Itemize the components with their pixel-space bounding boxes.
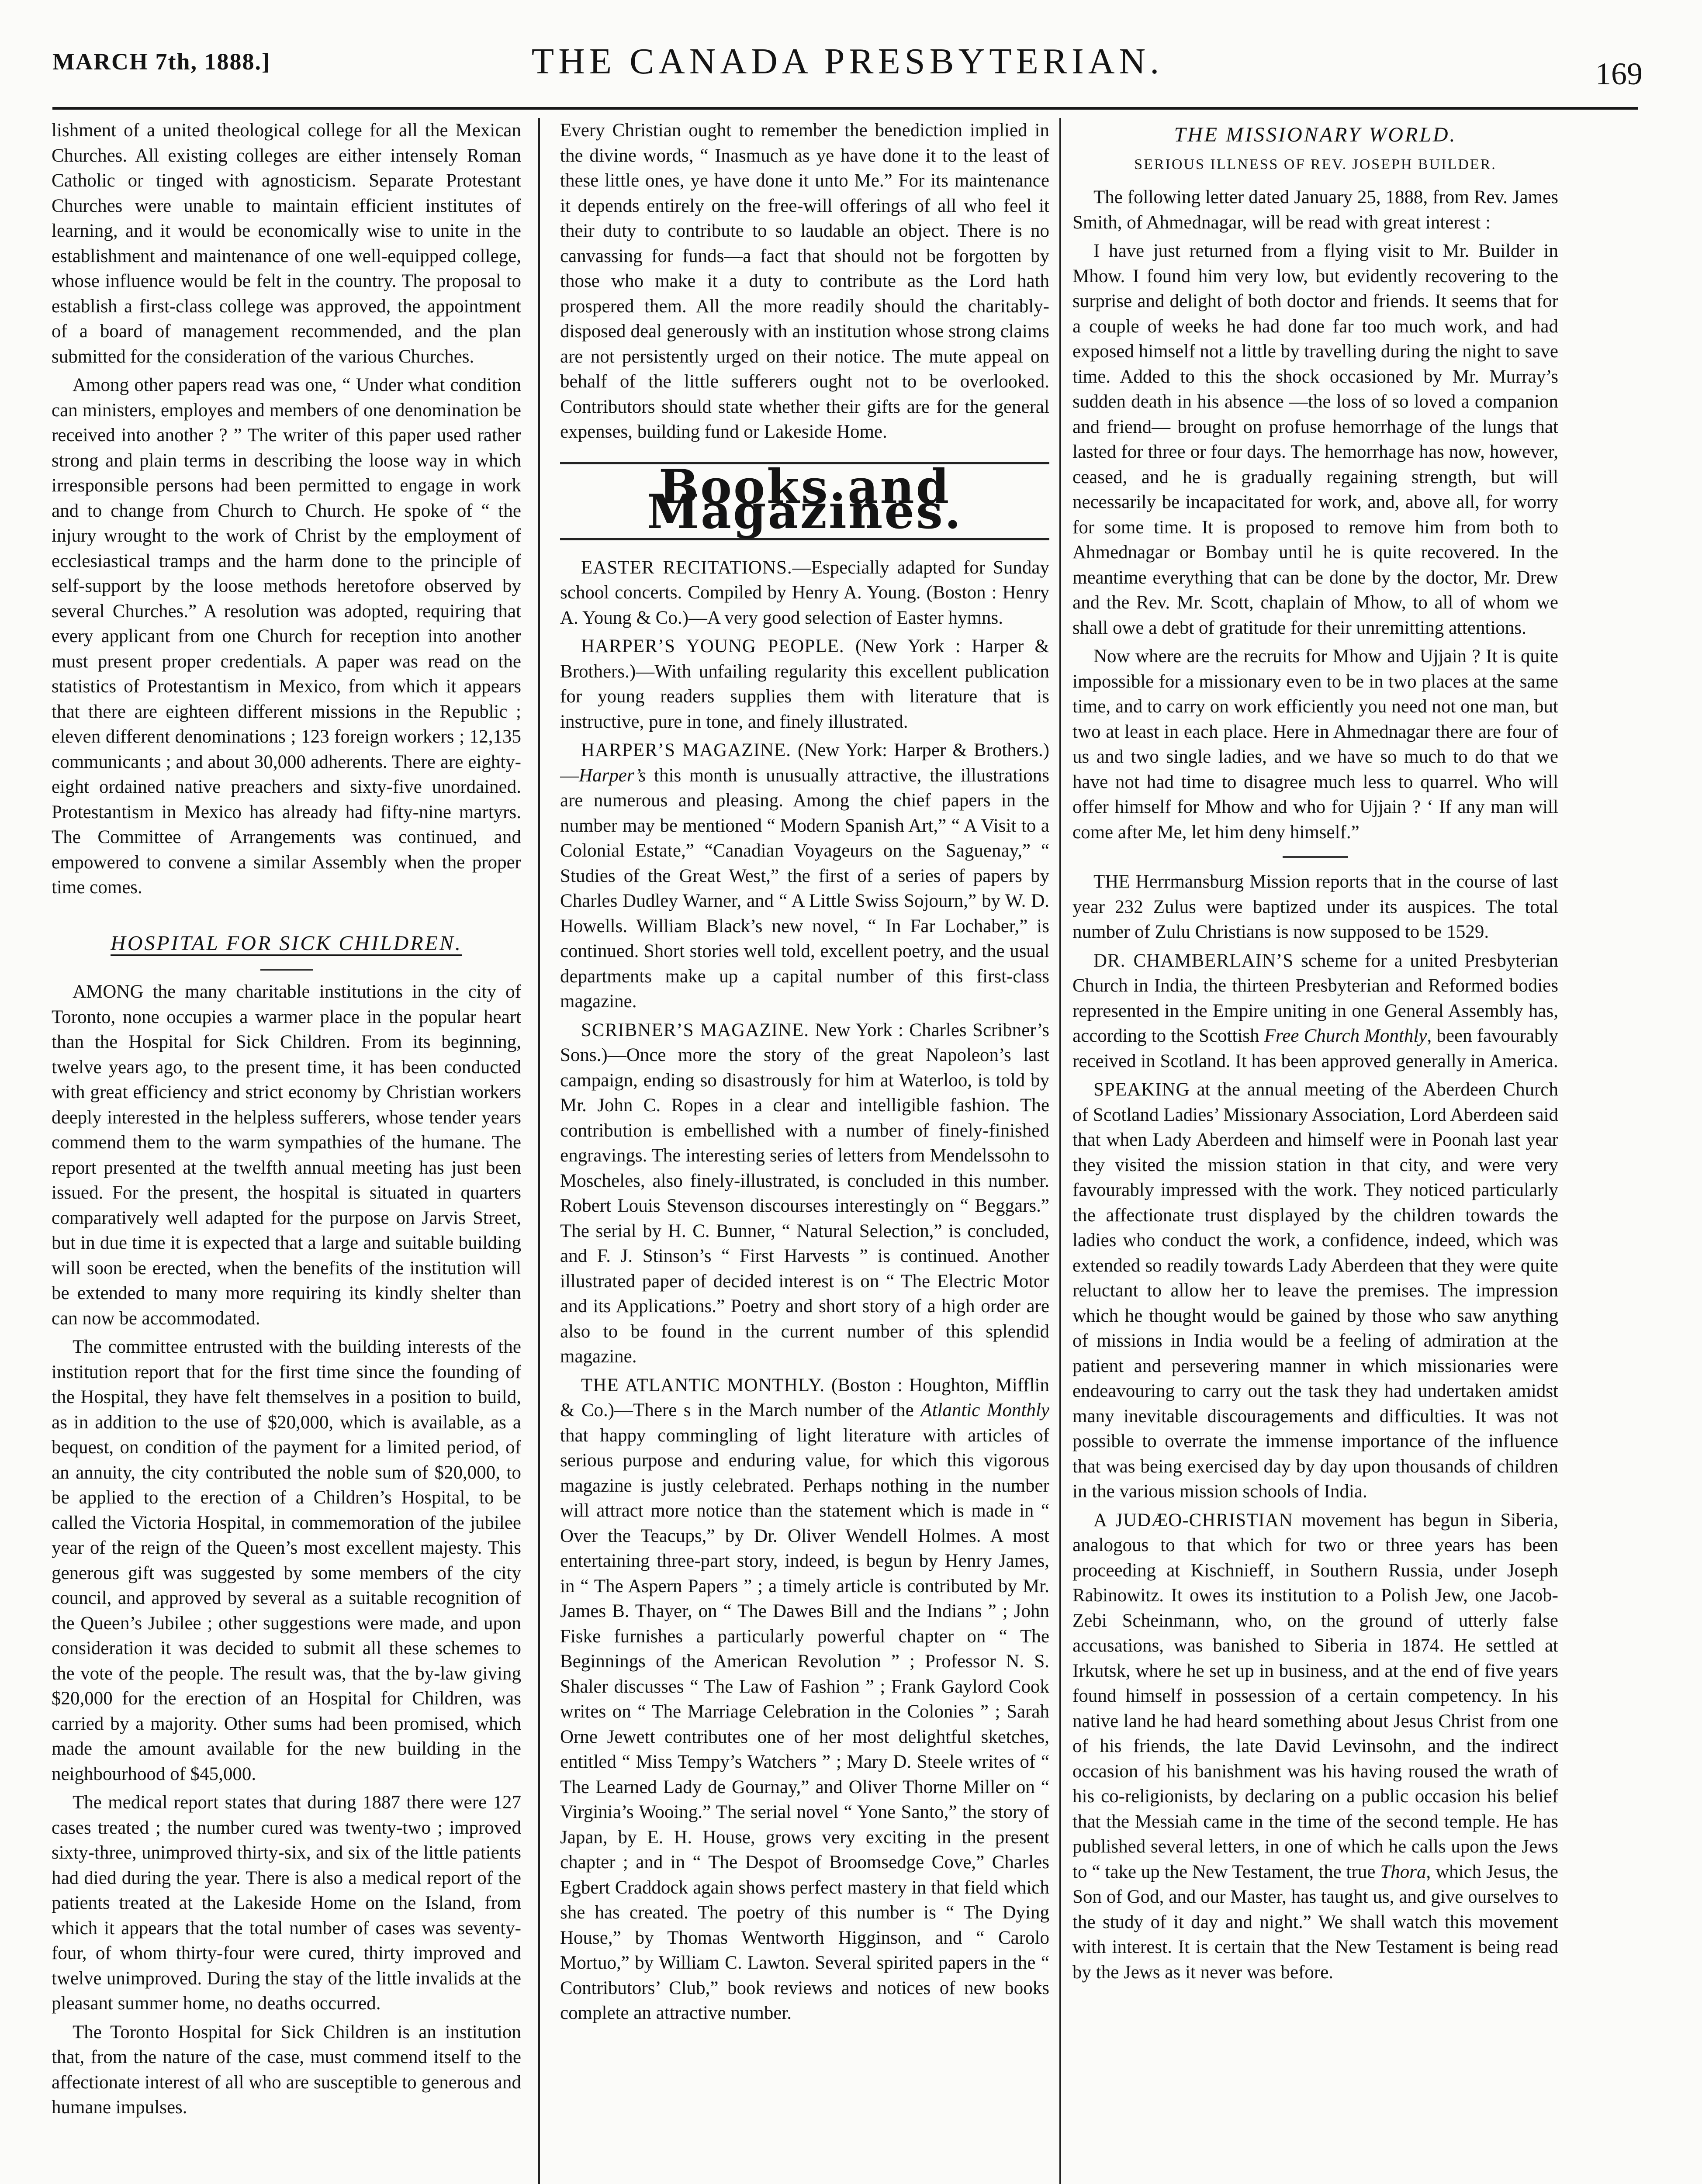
review-text: this month is unusually attractive, the illustrations are numerous and pleasing. Among the chief papers in the number may be mentioned “ Modern Spanish Art,” “ A Visit to a Colonial Estate,” “Canadian Voyageurs on the Saguenay,” “ Studies of the Great West,” the first of a series of papers by Charles Dudley Warner, and “ A Little Swiss Sojourn,” by W. D. Howells. William Black’s new novel, “ In Far Lochaber,” is continued. Short stories well told, excellent poetry, and the usual departments make up a capital number of this first-class magazine.: [560, 765, 1049, 1012]
review-text: (New York: Harper & Brothers.)—: [560, 740, 1049, 786]
review-text: —Especially adapted for Sunday school concerts. Compiled by Henry A. Young. (Boston : Henry A. Young & Co.)—A very good selection of Easter hymns.: [560, 557, 1049, 628]
review-title: HARPER’S YOUNG PEOPLE.: [581, 636, 844, 657]
issue-date: MARCH 7th, 1888.]: [52, 48, 270, 75]
paragraph: Now where are the recruits for Mhow and Ujjain ? It is quite impossible for a missionary even to be in two places at the same time, and to carry on work efficiently you need not one man, but two at least in each place. Here in Ahmednagar there are four of us and two single ladies, and we have so much to do that we have not had time to disagree much less to quarrel. Who will offer himself for Mhow and who for Ujjain ? ‘ If any man will come after Me, let him deny himself.”: [1072, 646, 1558, 843]
lead-word: SPEAKING: [1093, 1079, 1190, 1100]
paragraph: Among other papers read was one, “ Under what condition can ministers, employes and members of one denomination be received into another ? ” The writer of this paper used rather strong and plain terms in describing the loose way in which irresponsible persons had been permitted to engage in work and to change from Church to Church. He spoke of “ the injury wrought to the work of Christ by the employment of ecclesiastical tramps and the harm done to the principle of self-support by the loose methods heretofore observed by several Churches.” A resolution was adopted, requiring that every applicant from one Church for reception into another must present proper credentials. A paper was read on the statistics of Protestantism in Mexico, from which it appears that there are eighteen different missions in the Republic ; eleven different denominations ; 123 foreign workers ; 12,135 communicants ; and about 30,000 adherents. There are eighty-eight ordained native preachers and sixty-five unordained. Protestantism in Mexico has already had fifty-nine martyrs. The Committee of Arrangements was continued, and empowered to convene a similar Assembly when the proper time comes.: [52, 375, 521, 898]
review-text: that happy commingling of light literature with articles of serious purpose and enduring value, for which this vigorous magazine is justly celebrated. Perhaps nothing in the number will attract more notice than the statement which is made in “ Over the Teacups,” by Dr. Oliver Wendell Holmes. A most entertaining three-part story, indeed, is begun by Henry James, in “ The Aspern Papers ” ; a timely article is contributed by Mr. James B. Thayer, on “ The Dawes Bill and the Indians ” ; John Fiske furnishes a particularly powerful chapter on “ The Beginnings of the American Revolution ” ; Professor N. S. Shaler discusses “ The Law of Fashion ” ; Frank Gaylord Cook writes on “ The Marriage Celebration in the Colonies ” ; Sarah Orne Jewett contributes one of her most delightful sketches, entitled “ Miss Tempy’s Watchers ” ; Mary D. Steele writes of “ The Learned Lady de Gournay,” and Oliver Thorne Miller on “ Virginia’s Wooing.” The serial novel “ Yone Santo,” the story of Japan, by E. H. House, grows very exciting in the present chapter ; and in “ The Despot of Broomsedge Cove,” Charles Egbert Craddock again shows perfect mastery in that field which she has created. The poetry of this number is “ The Dying House,” by Thomas Wentworth Higginson, and “ Carolo Mortuo,” by William C. Lawton. Several spirited papers in the “ Contributors’ Club,” book reviews and notices of new books complete an attractive number.: [560, 1425, 1049, 2023]
paragraph: THE Herrmansburg Mission reports that in the course of last year 232 Zulus were baptized under its auspices. The total number of Zulu Christians is now supposed to be 1529.: [1072, 871, 1558, 942]
article-heading: HOSPITAL FOR SICK CHILDREN.: [111, 931, 462, 955]
column-divider: [538, 118, 540, 2184]
header-rule: [52, 107, 1638, 110]
article-subheading: SERIOUS ILLNESS OF REV. JOSEPH BUILDER.: [1134, 156, 1497, 173]
review-italic: Atlantic Monthly: [920, 1400, 1049, 1420]
review-title: HARPER’S MAGAZINE.: [581, 740, 791, 760]
text: movement has begun in Siberia, analogous to that which for two or three years has been proceeding at Kischnieff, in Southern Russia, under Joseph Rabinowitz. It owes its institution to a Polish Jew, one Jacob-Zebi Scheinmann, who, on the ground of utterly false accusations, was banished to Siberia in 1874. He settled at Irkutsk, where he set up in business, and at the end of five years found himself in possession of a certain competency. In his native land he had heard something about Jesus Christ from one of his friends, the late David Levinsohn, and the indirect occasion of his banishment was his having roused the wrath of his co-religionists, by declaring on a public occasion his belief that the Messiah came in the time of the second temple. He has published several letters, in one of which he calls upon the Jews to “ take up the New Testament, the true: [1072, 1510, 1558, 1882]
newspaper-title: THE CANADA PRESBYTERIAN.: [531, 41, 1164, 82]
review-title: THE ATLANTIC MONTHLY.: [581, 1375, 825, 1396]
paragraph: The medical report states that during 1887 there were 127 cases treated ; the number cured was twenty-two ; improved sixty-three, unimproved thirty-six, and six of the little patients had died during the year. There is also a medical report of the patients treated at the Lakeside Home on the Island, from which it appears that the total number of cases was seventy-four, of whom thirty-four were cured, thirty improved and twelve unimproved. During the stay of the little invalids at the pleasant summer home, no deaths occurred.: [52, 1792, 521, 2014]
section-heading: THE MISSIONARY WORLD.: [1174, 123, 1457, 146]
review-easter-recitations: [560, 555, 1049, 631]
paragraph: Every Christian ought to remember the benediction implied in the divine words, “ Inasmuch as ye have done it to the least of these little ones, ye have done it unto Me.” For its maintenance it depends entirely on the free-will offerings of all who feel it their duty to contribute to so laudable an object. There is no canvassing for funds—a fact that should not be forgotten by those who make it a duty to contribute as the Lord hath prospered them. All the more readily should the charitably-disposed deal generously with an institution whose strong claims are not persistently urged on their notice. The mute appeal on behalf of the little sufferers ought not to be overlooked. Contributors should state whether their gifts are for the general expenses, building fund or Lakeside Home.: [560, 120, 1049, 442]
lead-word: A JUDÆO-CHRISTIAN: [1093, 1510, 1293, 1531]
text: scheme for a united Presbyterian Church in India, the thirteen Presbyterian and Reformed bodies represented in the Empire uniting in one General Assembly has, according to the Scottish: [1072, 950, 1558, 1046]
review-title: SCRIBNER’S MAGAZINE.: [581, 1019, 809, 1040]
review-text: (Boston : Houghton, Mifflin & Co.)—There s in the March number of the: [560, 1375, 1049, 1420]
column-1: [52, 118, 521, 2184]
review-harpers-magazine: [560, 738, 1049, 1014]
review-text: New York : Charles Scribner’s Sons.)—Once more the story of the great Napoleon’s last campaign, ending so disastrously for him at Waterloo, is told by Mr. John C. Ropes in a clear and intelligible fashion. The contribution is embellished with a number of finely-finished engravings. The interesting series of letters from Mendelssohn to Moscheles, also finely-illustrated, is concluded in this number. Robert Louis Stevenson discourses interestingly on “ Beggars.” The serial by H. C. Bunner, “ Natural Selection,” is concluded, and F. J. Stinson’s “ First Harvests ” is continued. Another illustrated paper of decided interest is on “ The Electric Motor and its Applications.” Poetry and short story of a high order are also to be found in the current number of this splendid magazine.: [560, 1019, 1049, 1367]
paragraph: The following letter dated January 25, 1888, from Rev. James Smith, of Ahmednagar, will be read with great interest :: [1072, 187, 1558, 233]
paragraph: The committee entrusted with the building interests of the institution report that for the first time since the founding of the Hospital, they have felt themselves in a position to build, as in addition to the use of $20,000, which is available, as a bequest, on condition of the payment for a limited period, of an annuity, the city contributed the noble sum of $20,000, to be applied to the erection of a Children’s Hospital, to be called the Victoria Hospital, in commemoration of the jubilee year of the reign of the Queen’s most excellent majesty. This generous gift was suggested by some members of the city council, and approved by several as a suitable recognition of the Queen’s Jubilee ; other suggestions were made, and upon consideration it was decided to submit all these schemes to the vote of the people. The result was, that the by-law giving $20,000 for the erection of an Hospital for Children, was carried by a majority. Other sums had been promised, which made the amount available for the new building in the neighbourhood of $45,000.: [52, 1337, 521, 1784]
paragraph: [1072, 948, 1558, 1074]
page-header: [52, 40, 1643, 106]
text: at the annual meeting of the Aberdeen Church of Scotland Ladies’ Missionary Association, Lord Aberdeen said that when Lady Aberdeen and himself were in Poonah last year they visited the mission station in that city, and were very favourably impressed with the work. They noticed particularly the affectionate trust displayed by the children towards the ladies who conduct the work, a confidence, indeed, which was extended so readily towards Lady Aberdeen that they were quite reluctant to allow her to leave the premises. The impression which he thought would be gained by those who saw anything of missions in India would be a feeling of admiration at the patient and persevering manner in which missionaries were endeavouring to carry out the task they had undertaken amidst many inevitable discouragements and difficulties. It was not possible to overrate the immense importance of the influence that was being exercised day by day upon thousands of children in the various mission schools of India.: [1072, 1079, 1558, 1502]
lead-word: DR. CHAMBERLAIN’S: [1093, 950, 1294, 971]
text: , been favourably received in Scotland. It has been approved generally in America.: [1072, 1026, 1558, 1071]
page-number: 169: [1595, 56, 1643, 91]
column-divider: [1059, 118, 1061, 2184]
separator-rule: [1283, 856, 1348, 858]
review-italic: Harper’s: [579, 765, 646, 786]
review-harpers-young-people: [560, 634, 1049, 734]
review-title: EASTER RECITATIONS.: [581, 557, 792, 578]
paragraph: [1072, 1077, 1558, 1504]
column-2: [560, 118, 1049, 2184]
review-atlantic-monthly: [560, 1373, 1049, 2026]
heading-rule: [260, 969, 313, 971]
paragraph: The Toronto Hospital for Sick Children is an institution that, from the nature of the case, must commend itself to the affectionate interest of all who are susceptible to generous and humane impulses.: [52, 2022, 521, 2118]
section-banner: Books and Magazines.: [560, 462, 1049, 540]
italic-word: Thora: [1380, 1861, 1426, 1882]
paragraph: [1072, 1508, 1558, 1985]
paragraph: lishment of a united theological college for all the Mexican Churches. All existing colleges are either intensely Roman Catholic or tinged with agnosticism. Separate Protestant Churches were unable to maintain efficient institutes of learning, and it would be economically wise to unite in the establishment and maintenance of one well-equipped college, whose influence would be felt in the country. The proposal to establish a first-class college was approved, the appointment of a board of management recommended, and the plan submitted for the consideration of the various Churches.: [52, 120, 521, 367]
review-scribners-magazine: [560, 1018, 1049, 1369]
italic-title: Free Church Monthly: [1264, 1026, 1427, 1046]
text: , which Jesus, the Son of God, and our Master, has taught us, and give ourselves to the study of it day and night.” We shall watch this movement with interest. It is certain that the New Testament is being read by the Jews as it never was before.: [1072, 1861, 1558, 1983]
paragraph: I have just returned from a flying visit to Mr. Builder in Mhow. I found him very low, but evidently recovering to the surprise and delight of both doctor and friends. It seems that for a couple of weeks he had done far too much work, and had exposed himself not a little by travelling during the night to save time. Added to this the shock occasioned by Mr. Murray’s sudden death in his absence —the loss of so loved a companion and friend— brought on profuse hemorrhage of the lungs that lasted for three or four days. The hemorrhage has now, however, ceased, and he is gradually regaining strength, but will necessarily be incapacitated for work, and, above all, for worry for some time. It is proposed to remove him from both to Ahmednagar or Bombay until he is quite recovered. In the meantime everything that can be done by the doctor, Mr. Drew and the Rev. Mr. Scott, chaplain of Mhow, to all of whom we shall owe a debt of gratitude for their unremitting attentions.: [1072, 241, 1558, 638]
review-text: (New York : Harper & Brothers.)—With unfailing regularity this excellent publication for young readers supplies them with literature that is instructive, pure in tone, and finely illustrated.: [560, 636, 1049, 732]
column-3: [1072, 118, 1558, 2184]
paragraph: AMONG the many charitable institutions in the city of Toronto, none occupies a warmer place in the popular heart than the Hospital for Sick Children. From its beginning, twelve years ago, to the present time, it has been conducted with great efficiency and strict economy by Christian workers deeply interested in the helpless sufferers, whose tender years commend them to the warm sympathies of the humane. The report presented at the twelfth annual meeting has just been issued. For the present, the hospital is situated in quarters comparatively well adapted for the purpose on Jarvis Street, but in due time it is expected that a large and suitable building will soon be erected, when the benefits of the institution will be extended to many more requiring its kindly shelter than can now be accommodated.: [52, 981, 521, 1329]
